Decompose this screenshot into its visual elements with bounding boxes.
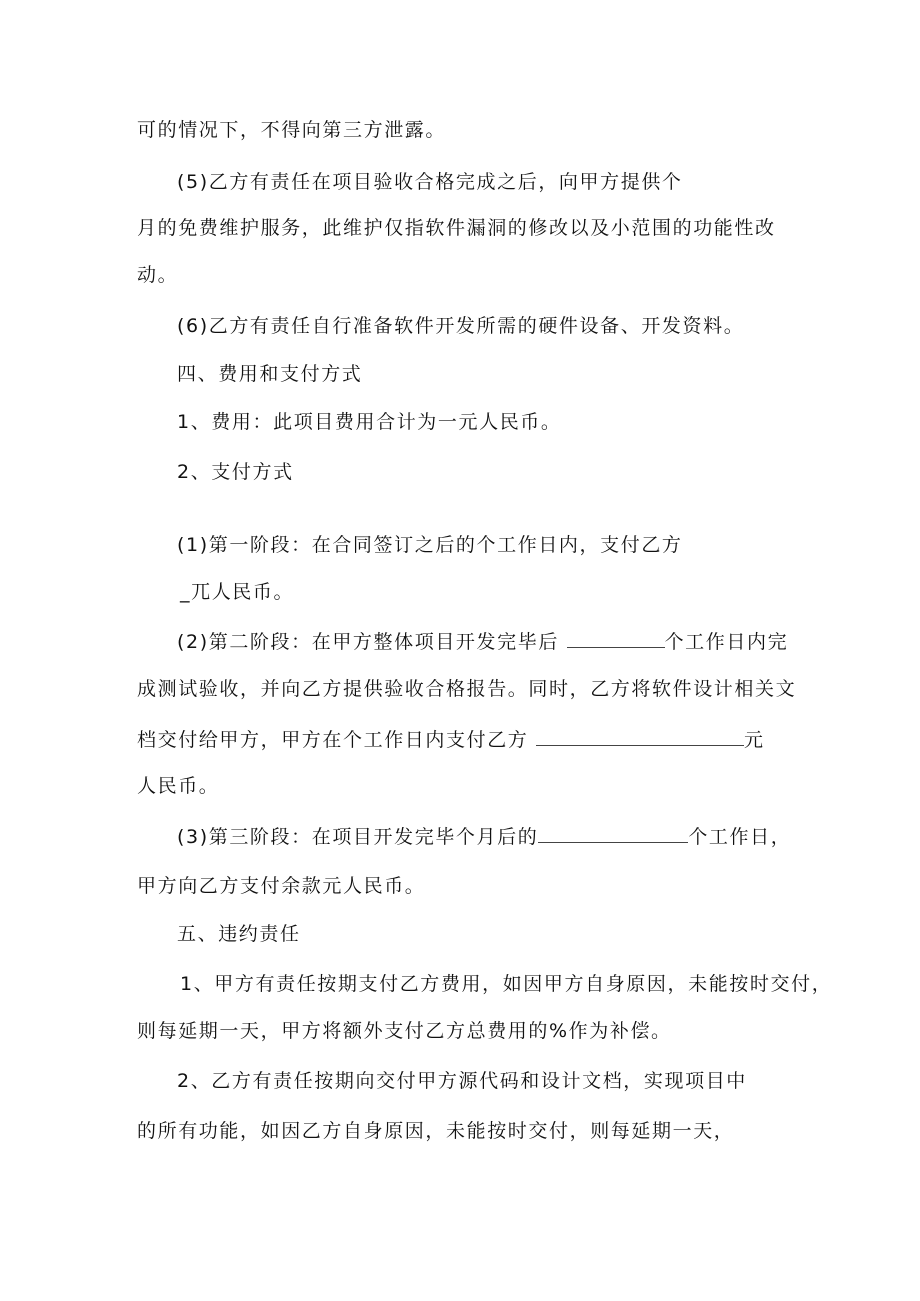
- paragraph-line: 甲方向乙方支付余款元人民币。: [137, 875, 426, 897]
- paragraph-line: 可的情况下，不得向第三方泄露。: [137, 119, 447, 141]
- paragraph-line: 成测试验收，并向乙方提供验收合格报告。同时，乙方将软件设计相关文: [137, 678, 797, 700]
- paragraph-line: 月的免费维护服务，此维护仅指软件漏洞的修改以及小范围的功能性改: [137, 217, 776, 239]
- phase-3-days-blank: [538, 824, 688, 843]
- paragraph-line: 动。: [137, 264, 179, 286]
- phase-2-amount-unit: 元: [744, 729, 765, 751]
- phase-2-days-blank: [567, 629, 665, 648]
- breach-clause-1-line: 1、甲方有责任按期支付乙方费用，如因甲方自身原因，未能按时交付，: [180, 973, 833, 995]
- phase-1-amount-line: _兀人民币。: [180, 581, 295, 603]
- payment-method-heading: 2、支付方式: [177, 461, 294, 483]
- phase-3-text: (3)第三阶段：在项目开发完毕个月后的: [177, 826, 539, 848]
- phase-2-text: (2)第二阶段：在甲方整体项目开发完毕后: [177, 631, 559, 653]
- phase-2-text-tail: 个工作日内完: [664, 631, 789, 653]
- section-heading-fees: 四、费用和支付方式: [177, 363, 363, 385]
- phase-2-payment-text: 档交付给甲方，甲方在个工作日内支付乙方: [137, 729, 529, 751]
- phase-3-line: [177, 824, 791, 849]
- clause-5-line: (5)乙方有责任在项目验收合格完成之后，向甲方提供个: [177, 171, 683, 193]
- clause-6-line: (6)乙方有责任自行准备软件开发所需的硬件设备、开发资料。: [177, 315, 745, 337]
- phase-2-line: [177, 629, 788, 654]
- phase-2-amount-blank: [536, 727, 744, 746]
- section-heading-breach: 五、违约责任: [177, 923, 301, 945]
- fees-line: 1、费用：此项目费用合计为一元人民币。: [177, 411, 562, 433]
- breach-clause-2-line: 2、乙方有责任按期向交付甲方源代码和设计文档，实现项目中: [177, 1070, 747, 1092]
- phase-2-payment-line: [137, 727, 765, 752]
- paragraph-line: 的所有功能，如因乙方自身原因，未能按时交付，则每延期一天，: [137, 1120, 735, 1142]
- phase-3-text-tail: 个工作日，: [688, 826, 792, 848]
- phase-1-line: (1)第一阶段：在合同签订之后的个工作日内，支付乙方: [177, 534, 683, 556]
- paragraph-line: 人民币。: [137, 775, 220, 797]
- paragraph-line: 则每延期一天，甲方将额外支付乙方总费用的%作为补偿。: [137, 1020, 672, 1042]
